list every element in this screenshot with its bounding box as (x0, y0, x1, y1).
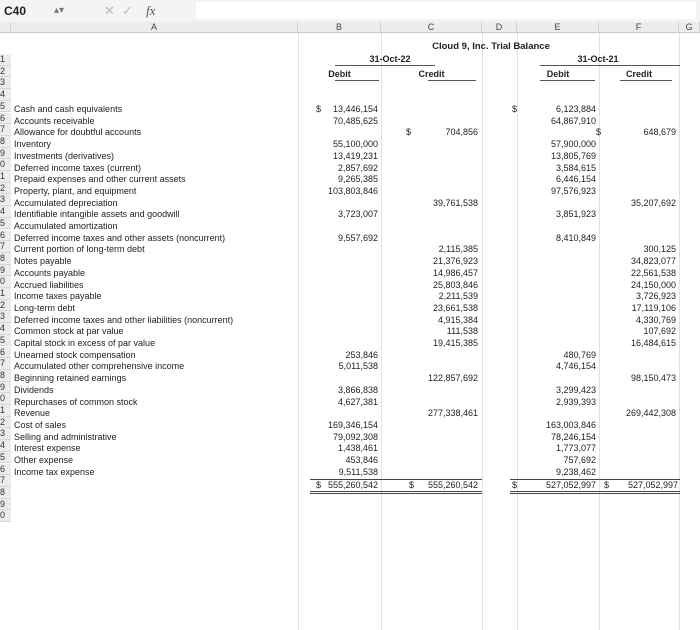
account-label[interactable]: Revenue (14, 408, 51, 419)
name-box-dropdown-icon[interactable]: ▴▾ (54, 5, 65, 16)
grid-line (381, 33, 382, 630)
grid-line (298, 33, 299, 630)
row-header[interactable]: 3 (0, 77, 11, 89)
debit-2022-header: Debit (328, 69, 351, 79)
total-credit-2022[interactable]: 555,260,542 (427, 480, 478, 491)
debit-2021-cell[interactable]: 57,900,000 (550, 139, 596, 150)
total-debit-2021[interactable]: 527,052,997 (545, 480, 596, 491)
currency-symbol: $ (596, 127, 602, 138)
credit-2021-cell[interactable]: 648,679 (643, 127, 676, 138)
column-header-a[interactable]: A (11, 22, 298, 33)
row-header[interactable]: 4 (0, 206, 11, 218)
account-label[interactable]: Income tax expense (14, 466, 95, 477)
account-label[interactable]: Accrued liabilities (14, 279, 84, 290)
account-label[interactable]: Deferred income taxes (current) (14, 162, 142, 173)
account-label[interactable]: Income taxes payable (14, 291, 102, 302)
row-header[interactable]: 6 (0, 347, 11, 359)
row-header[interactable]: 2 (0, 66, 11, 78)
account-label[interactable]: Property, plant, and equipment (14, 185, 137, 196)
debit-2022-cell[interactable]: 5,011,538 (338, 361, 378, 372)
total-debit-2022[interactable]: 555,260,542 (327, 480, 378, 491)
row-header[interactable]: 8 (0, 370, 11, 382)
debit-2021-header: Debit (546, 69, 570, 79)
debit-2021-cell[interactable]: 3,299,423 (555, 384, 596, 395)
row-header[interactable]: 2 (0, 183, 11, 195)
debit-2022-cell[interactable]: 2,857,692 (337, 162, 378, 173)
column-header-g[interactable]: G (679, 22, 700, 33)
row-header[interactable]: 6 (0, 464, 11, 476)
debit-2021-cell[interactable]: 3,584,615 (555, 162, 596, 173)
header-underline (335, 80, 379, 81)
grid-line (482, 33, 483, 630)
currency-symbol: $ (316, 104, 322, 114)
currency-symbol: $ (604, 480, 610, 491)
credit-2022-cell[interactable]: 2,211,539 (438, 291, 478, 302)
currency-symbol: $ (316, 480, 322, 491)
account-label[interactable]: Accounts payable (14, 267, 86, 278)
row-header[interactable]: 6 (0, 113, 11, 125)
row-header[interactable]: 5 (0, 218, 11, 230)
debit-2021-cell[interactable]: 4,746,154 (555, 361, 596, 372)
account-label[interactable]: Investments (derivatives) (14, 150, 115, 161)
row-header[interactable]: 1 (0, 405, 11, 417)
row-header[interactable]: 5 (0, 101, 11, 113)
account-label[interactable]: Deferred income taxes and other liabilities (noncurrent) (14, 314, 234, 325)
credit-2022-cell[interactable]: 25,803,846 (432, 279, 478, 290)
row-header[interactable]: 2 (0, 300, 11, 312)
credit-2021-cell[interactable]: 300,125 (643, 244, 676, 255)
credit-2022-cell[interactable]: 111,538 (446, 326, 478, 337)
column-header-f[interactable]: F (599, 22, 679, 33)
debit-2021-cell[interactable]: 480,769 (563, 349, 596, 360)
account-label[interactable]: Cash and cash equivalents (14, 104, 123, 114)
account-label[interactable]: Repurchases of common stock (14, 396, 138, 407)
column-header-d[interactable]: D (482, 22, 517, 33)
debit-2022-cell[interactable]: 3,866,838 (337, 384, 378, 395)
account-label[interactable]: Inventory (14, 139, 52, 150)
account-label[interactable]: Current portion of long-term debt (14, 244, 145, 255)
row-header[interactable]: 7 (0, 358, 11, 370)
formula-bar (0, 0, 700, 23)
credit-2022-cell[interactable]: 2,115,385 (438, 244, 478, 255)
row-header[interactable]: 8 (0, 253, 11, 265)
row-header[interactable]: 3 (0, 428, 11, 440)
credit-2021-cell[interactable]: 3,726,923 (635, 291, 676, 302)
cancel-icon[interactable]: ✕ (104, 3, 115, 18)
row-header[interactable]: 3 (0, 311, 11, 323)
column-header-c[interactable]: C (381, 22, 482, 33)
date-2021-header: 31-Oct-21 (577, 54, 619, 64)
total-double-rule (510, 493, 680, 494)
credit-2021-cell[interactable]: 4,330,769 (635, 314, 676, 325)
header-underline (540, 80, 595, 81)
currency-symbol: $ (409, 480, 415, 491)
header-underline (540, 65, 680, 66)
row-header[interactable]: 7 (0, 475, 11, 487)
credit-2022-cell[interactable]: 21,376,923 (432, 256, 478, 267)
row-header[interactable]: 9 (0, 265, 11, 277)
debit-2021-cell[interactable]: 78,246,154 (550, 431, 596, 442)
account-label[interactable]: Other expense (14, 455, 74, 465)
debit-2021-cell[interactable]: 6,123,884 (555, 104, 596, 114)
row-header[interactable]: 0 (0, 510, 11, 522)
credit-2021-cell[interactable]: 269,442,308 (625, 408, 676, 419)
account-label[interactable]: Common stock at par value (14, 326, 124, 337)
row-header[interactable]: 1 (0, 54, 11, 66)
column-header-e[interactable]: E (517, 22, 599, 33)
debit-2022-cell[interactable]: 253,846 (345, 349, 378, 360)
debit-2022-cell[interactable]: 9,511,538 (338, 466, 378, 477)
debit-2021-cell[interactable]: 3,851,923 (555, 209, 596, 220)
credit-2022-header: Credit (418, 69, 445, 79)
row-header[interactable]: 8 (0, 136, 11, 148)
credit-2022-cell[interactable]: 704,856 (445, 127, 478, 138)
account-label[interactable]: Prepaid expenses and other current assets (14, 174, 186, 185)
debit-2022-cell[interactable]: 79,092,308 (332, 431, 378, 442)
credit-2021-cell[interactable]: 17,119,106 (631, 302, 676, 313)
account-label[interactable]: Long-term debt (14, 302, 76, 313)
row-header[interactable]: 7 (0, 241, 11, 253)
account-label[interactable]: Interest expense (14, 443, 81, 454)
total-double-rule (310, 491, 482, 492)
debit-2022-cell[interactable]: 3,723,007 (337, 209, 378, 220)
currency-symbol: $ (512, 480, 518, 491)
grid-line (679, 33, 680, 630)
row-header[interactable]: 9 (0, 148, 11, 160)
row-header[interactable]: 4 (0, 440, 11, 452)
credit-2022-cell[interactable]: 19,415,385 (432, 338, 478, 348)
credit-2021-cell[interactable]: 35,207,692 (630, 197, 676, 208)
formula-input[interactable] (196, 2, 696, 19)
trial-balance-title: Cloud 9, Inc. Trial Balance (432, 41, 550, 52)
debit-2021-cell[interactable]: 6,446,154 (555, 174, 596, 185)
debit-2022-cell[interactable]: 70,485,625 (332, 115, 378, 126)
debit-2022-cell[interactable]: 1,438,461 (337, 443, 378, 454)
grid-line (599, 33, 600, 630)
account-label[interactable]: Beginning retained earnings (14, 373, 127, 384)
credit-2021-cell[interactable]: 98,150,473 (630, 373, 676, 384)
debit-2021-cell[interactable]: 757,692 (563, 455, 596, 465)
fx-icon[interactable]: fx (146, 3, 156, 18)
debit-2021-cell[interactable]: 2,939,393 (555, 396, 596, 407)
credit-2022-cell[interactable]: 14,986,457 (432, 267, 478, 278)
row-header[interactable]: 1 (0, 171, 11, 183)
select-all-corner[interactable] (0, 22, 11, 33)
credit-2021-cell[interactable]: 22,561,538 (630, 267, 676, 278)
account-label[interactable]: Notes payable (14, 256, 72, 267)
total-double-rule (310, 493, 482, 494)
row-header[interactable]: 3 (0, 194, 11, 206)
row-header[interactable]: 4 (0, 323, 11, 335)
account-label[interactable]: Accumulated depreciation (14, 197, 118, 208)
debit-2021-cell[interactable]: 13,805,769 (550, 150, 596, 161)
debit-2022-cell[interactable]: 13,419,231 (332, 150, 378, 161)
account-label[interactable]: Capital stock in excess of par value (14, 338, 156, 348)
credit-2022-cell[interactable]: 277,338,461 (427, 408, 478, 419)
credit-2022-cell[interactable]: 4,915,384 (437, 314, 478, 325)
column-header-b[interactable]: B (298, 22, 381, 33)
name-box[interactable]: C40 (4, 4, 27, 18)
account-label[interactable]: Identifiable intangible assets and goodwill (14, 209, 180, 220)
row-header[interactable]: 0 (0, 159, 11, 171)
account-label[interactable]: Unearned stock compensation (14, 349, 136, 360)
header-underline (620, 80, 672, 81)
debit-2022-cell[interactable]: 9,557,692 (337, 232, 378, 243)
debit-2022-cell[interactable]: 4,627,381 (337, 396, 378, 407)
debit-2022-cell[interactable]: 55,100,000 (332, 139, 378, 150)
credit-2022-cell[interactable]: 39,761,538 (432, 197, 478, 208)
credit-2022-cell[interactable]: 122,857,692 (427, 373, 478, 384)
row-header[interactable]: 2 (0, 417, 11, 429)
row-header[interactable]: 4 (0, 89, 11, 101)
credit-2021-cell[interactable]: 24,150,000 (630, 279, 676, 290)
row-header[interactable]: 0 (0, 276, 11, 288)
account-label[interactable]: Cost of sales (14, 419, 67, 430)
debit-2021-cell[interactable]: 9,238,462 (555, 466, 596, 477)
row-header[interactable]: 5 (0, 452, 11, 464)
account-label[interactable]: Deferred income taxes and other assets (noncurrent) (14, 232, 226, 243)
currency-symbol: $ (512, 104, 518, 114)
debit-2022-cell[interactable]: 169,346,154 (327, 419, 378, 430)
debit-2021-cell[interactable]: 163,003,846 (545, 419, 596, 430)
row-header[interactable]: 7 (0, 124, 11, 136)
credit-2021-cell[interactable]: 34,823,077 (630, 256, 676, 267)
debit-2022-cell[interactable]: 103,803,846 (327, 185, 378, 196)
total-credit-2021[interactable]: 527,052,997 (627, 480, 678, 491)
debit-2022-cell[interactable]: 9,265,385 (337, 174, 378, 185)
account-label[interactable]: Selling and administrative (14, 431, 117, 442)
credit-2021-cell[interactable]: 107,692 (643, 326, 676, 337)
account-label[interactable]: Dividends (14, 384, 54, 395)
row-header[interactable]: 0 (0, 393, 11, 405)
credit-2021-header: Credit (625, 69, 652, 79)
row-header[interactable]: 9 (0, 382, 11, 394)
row-header[interactable]: 5 (0, 335, 11, 347)
debit-2021-cell[interactable]: 64,867,910 (550, 115, 596, 126)
row-header[interactable]: 1 (0, 288, 11, 300)
row-header[interactable]: 6 (0, 230, 11, 242)
header-underline (335, 65, 435, 66)
header-underline (428, 80, 476, 81)
debit-2022-cell[interactable]: 13,446,154 (332, 104, 378, 114)
confirm-icon[interactable]: ✓ (122, 3, 133, 18)
row-header[interactable]: 9 (0, 499, 11, 511)
account-label[interactable]: Accounts receivable (14, 115, 95, 126)
account-label[interactable]: Accumulated amortization (14, 221, 118, 231)
account-label[interactable]: Allowance for doubtful accounts (14, 127, 142, 138)
debit-2021-cell[interactable]: 8,410,849 (555, 232, 596, 243)
row-header[interactable]: 8 (0, 487, 11, 499)
credit-2021-cell[interactable]: 16,484,615 (630, 338, 676, 348)
total-double-rule (510, 491, 680, 492)
date-2022-header: 31-Oct-22 (369, 54, 411, 64)
credit-2022-cell[interactable]: 23,661,538 (432, 302, 478, 313)
debit-2021-cell[interactable]: 1,773,077 (555, 443, 596, 454)
currency-symbol: $ (406, 127, 412, 138)
debit-2022-cell[interactable]: 453,846 (345, 455, 378, 465)
grid-line (517, 33, 518, 630)
debit-2021-cell[interactable]: 97,576,923 (550, 185, 596, 196)
account-label[interactable]: Accumulated other comprehensive income (14, 361, 185, 372)
